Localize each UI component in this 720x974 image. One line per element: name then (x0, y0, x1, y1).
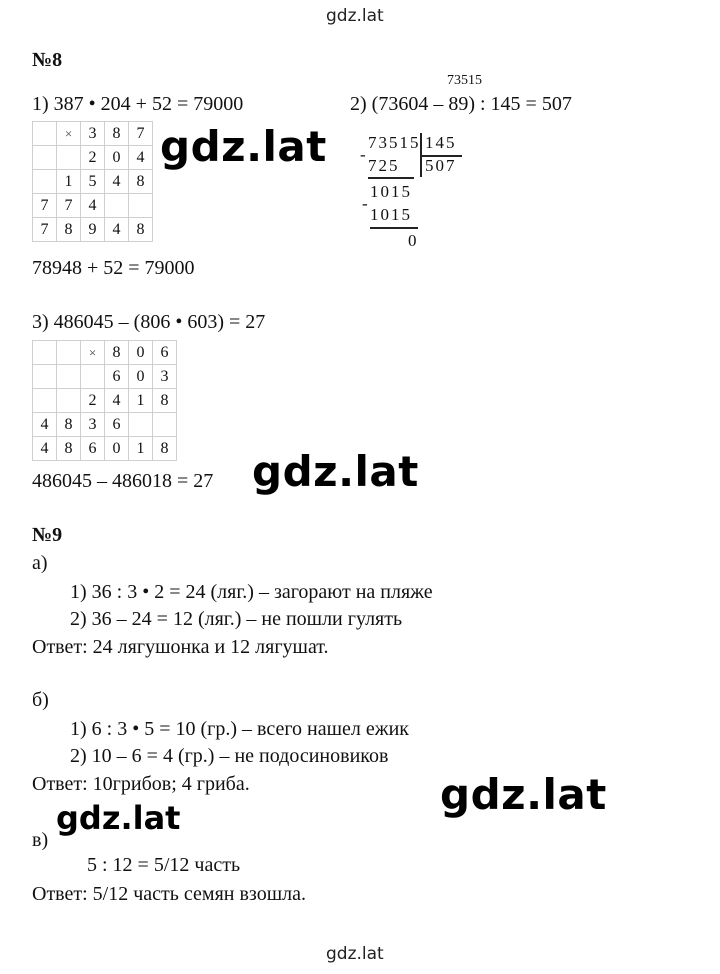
cell (57, 146, 81, 170)
times-sign: × (81, 341, 105, 365)
task8-line-after1: 78948 + 52 = 79000 (32, 257, 195, 279)
cell: 0 (105, 437, 129, 461)
cell: 7 (57, 194, 81, 218)
division-result: 0 (408, 231, 419, 250)
division-line-2 (370, 227, 418, 229)
division-dividend: 73515 (368, 133, 421, 152)
cell: 8 (129, 170, 153, 194)
cell: 4 (33, 437, 57, 461)
cell: 0 (129, 341, 153, 365)
task8-expr3: 3) 486045 – (806 • 603) = 27 (32, 311, 266, 333)
cell: 4 (105, 389, 129, 413)
cell: 2 (81, 146, 105, 170)
cell (105, 194, 129, 218)
cell: 4 (33, 413, 57, 437)
cell (33, 341, 57, 365)
cell: 3 (153, 365, 177, 389)
cell: 8 (153, 389, 177, 413)
task9-b-answer: Ответ: 10грибов; 4 гриба. (32, 773, 250, 795)
cell: 6 (153, 341, 177, 365)
cell (33, 365, 57, 389)
cell: 4 (81, 194, 105, 218)
watermark-3: gdz.lat (440, 770, 607, 819)
cell: 4 (105, 170, 129, 194)
cell: 7 (129, 122, 153, 146)
cell (57, 365, 81, 389)
cell (129, 413, 153, 437)
cell (33, 170, 57, 194)
cell (57, 341, 81, 365)
cell: 1 (129, 437, 153, 461)
cell: 5 (81, 170, 105, 194)
task9-b-step2: 2) 10 – 6 = 4 (гр.) – не подосиновиков (70, 745, 389, 767)
cell: 8 (153, 437, 177, 461)
task8-title: №8 (32, 49, 63, 71)
cell: 8 (57, 413, 81, 437)
cell: 8 (57, 218, 81, 242)
cell: 9 (81, 218, 105, 242)
division-remainder-1: 1015 (370, 182, 412, 201)
multiplication-grid-1 (32, 121, 153, 242)
cell: 8 (105, 341, 129, 365)
task9-c-answer: Ответ: 5/12 часть семян взошла. (32, 883, 306, 905)
division-subtrahend-1: 725 (368, 156, 400, 175)
task8-line-after3: 486045 – 486018 = 27 (32, 470, 214, 492)
watermark-1: gdz.lat (160, 122, 327, 171)
watermark-2: gdz.lat (252, 447, 419, 496)
cell (153, 413, 177, 437)
minus-sign-1: - (360, 145, 368, 164)
task9-a-step1: 1) 36 : 3 • 2 = 24 (ляг.) – загорают на пляже (70, 581, 433, 603)
task9-a-answer: Ответ: 24 лягушонка и 12 лягушат. (32, 636, 329, 658)
cell: 8 (129, 218, 153, 242)
task9-b-label: б) (32, 689, 49, 711)
cell: 7 (33, 218, 57, 242)
cell: 4 (129, 146, 153, 170)
cell: 3 (81, 413, 105, 437)
cell (33, 122, 57, 146)
cell: 2 (81, 389, 105, 413)
task8-expr2: 2) (73604 – 89) : 145 = 507 (350, 93, 572, 115)
division-subtrahend-2: 1015 (370, 205, 412, 224)
cell: 7 (33, 194, 57, 218)
cell: 6 (105, 413, 129, 437)
times-sign: × (57, 122, 81, 146)
task9-c-label: в) (32, 829, 49, 851)
division-divisor-underline (420, 155, 462, 157)
division-line-1 (368, 177, 414, 179)
cell: 6 (81, 437, 105, 461)
cell: 1 (57, 170, 81, 194)
watermark-4: gdz.lat (56, 799, 181, 837)
watermark-top: gdz.lat (326, 6, 384, 26)
task8-note-above: 73515 (447, 73, 482, 88)
task9-a-step2: 2) 36 – 24 = 12 (ляг.) – не пошли гулять (70, 608, 403, 630)
minus-sign-2: - (362, 194, 370, 213)
cell: 0 (129, 365, 153, 389)
multiplication-grid-2 (32, 340, 177, 461)
task9-c-step1: 5 : 12 = 5/12 часть (87, 854, 241, 876)
cell (129, 194, 153, 218)
task9-a-label: а) (32, 552, 48, 574)
division-divisor: 145 (425, 133, 457, 152)
task9-b-step1: 1) 6 : 3 • 5 = 10 (гр.) – всего нашел ежик (70, 718, 410, 740)
cell: 8 (105, 122, 129, 146)
cell: 8 (57, 437, 81, 461)
cell: 4 (105, 218, 129, 242)
cell (57, 389, 81, 413)
cell: 1 (129, 389, 153, 413)
division-quotient: 507 (425, 156, 457, 175)
watermark-bottom: gdz.lat (326, 944, 384, 964)
cell: 0 (105, 146, 129, 170)
cell (33, 389, 57, 413)
cell: 3 (81, 122, 105, 146)
cell: 6 (105, 365, 129, 389)
cell (33, 146, 57, 170)
cell (81, 365, 105, 389)
task8-expr1: 1) 387 • 204 + 52 = 79000 (32, 93, 244, 115)
task9-title: №9 (32, 524, 63, 546)
